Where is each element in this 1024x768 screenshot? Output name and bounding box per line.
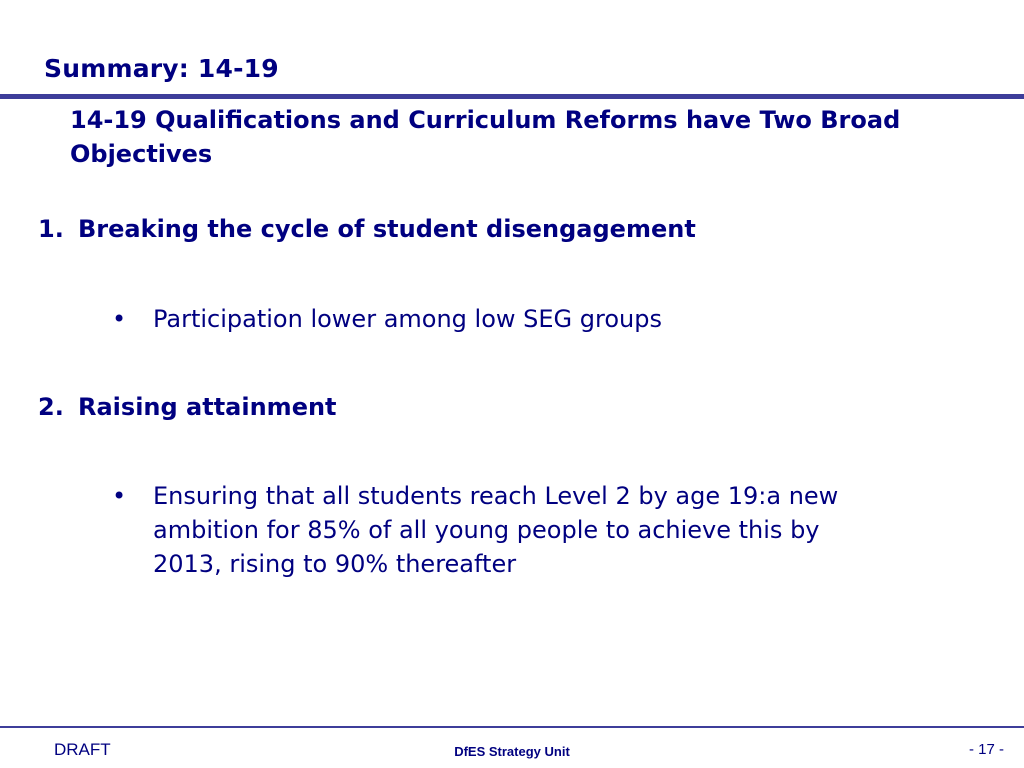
slide-title: Summary: 14-19 [44,54,279,83]
objective-2-number: 2. [38,393,64,421]
objective-1-bullet-text: Participation lower among low SEG groups [153,305,662,333]
objective-1-heading [38,214,696,244]
footer-organization: DfES Strategy Unit [454,744,570,759]
objective-1-text: Breaking the cycle of student disengagement [78,215,696,243]
objective-1-bullet [112,302,892,336]
objective-2-bullet-text: Ensuring that all students reach Level 2 by age 19:a new ambition for 85% of all young people to achieve this by 2013, rising to 90% thereafter [153,482,839,578]
slide-subtitle: 14-19 Qualifications and Curriculum Reforms have Two Broad Objectives [70,106,901,168]
bullet-icon: • [112,305,127,333]
bullet-icon: • [112,482,127,510]
objective-1-number: 1. [38,215,64,243]
objective-2-text: Raising attainment [78,393,337,421]
title-divider [0,94,1024,99]
footer-draft-label: DRAFT [54,740,111,759]
objective-2-bullet [112,479,892,581]
page-number: - 17 - [968,741,1004,758]
footer-divider [0,726,1024,728]
objective-2-heading [38,392,337,422]
